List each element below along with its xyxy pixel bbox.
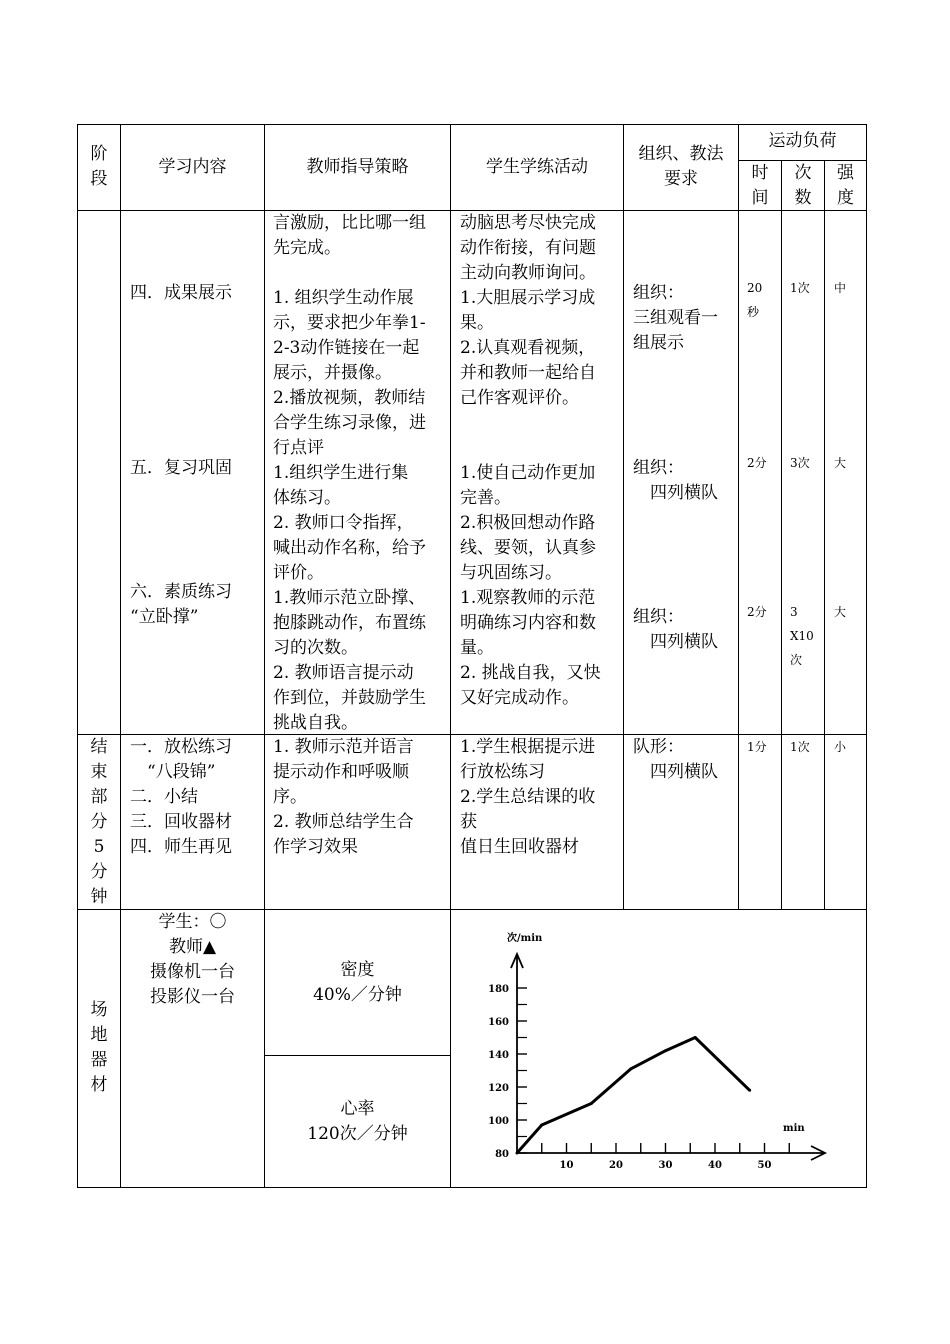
count-review: 3次 (790, 456, 810, 470)
data-point (540, 1123, 543, 1126)
x-axis-label: min (783, 1123, 805, 1134)
time-fitness: 2分 (747, 605, 767, 619)
content-results: 四．成果展示 (130, 283, 232, 303)
count-results: 1次 (790, 281, 810, 295)
x-tick-label: 50 (757, 1160, 772, 1171)
heart-rate-line (517, 1038, 750, 1154)
header-student: 学生学练活动 (486, 157, 588, 177)
header-content: 学习内容 (158, 157, 227, 177)
content-review: 五．复习巩固 (130, 458, 232, 478)
student-activity-main: 动脑思考尽快完成 动作衔接，有问题 主动向教师询问。 1.大胆展示学习成 果。 2.认真观看视频， 并和教师一起给自 己作客观评价。 1.使自己动作更加 完善。 2.积极回想动作路 线、要领，认真参 与巩固练习。 1.观察教师的示范 明确练习内容和数 量。 2. 挑战自我，又快 又好完成动作。 (460, 213, 601, 708)
org-fitness: 组织： 四列横队 (633, 607, 718, 652)
data-point (590, 1102, 593, 1105)
intensity-results: 中 (834, 281, 847, 295)
data-point (694, 1036, 697, 1039)
density-value: 密度 40%／分钟 (313, 960, 402, 1005)
content-fitness: 六．素质练习 “立卧撑” (130, 582, 232, 627)
header-intensity: 强 度 (837, 163, 854, 208)
x-tick-label: 30 (658, 1160, 673, 1171)
y-tick-label: 160 (488, 1017, 509, 1028)
y-tick-label: 100 (488, 1116, 509, 1127)
header-count: 次 数 (794, 163, 812, 208)
venue-equipment: 学生：〇 教师▲ 摄像机一台 投影仪一台 (150, 912, 235, 1007)
intensity-fitness: 大 (834, 605, 847, 619)
time-review: 2分 (747, 456, 767, 470)
y-axis-label: 次/min (507, 933, 543, 944)
heart-rate-value: 心率 120次／分钟 (307, 1099, 408, 1144)
y-tick-label: 80 (495, 1149, 509, 1160)
header-teacher: 教师指导策略 (306, 157, 409, 177)
data-point (629, 1067, 632, 1070)
stage-venue: 场 地 器 材 (90, 1000, 108, 1095)
intensity-review: 大 (834, 456, 847, 470)
x-tick-label: 10 (559, 1160, 574, 1171)
heart-rate-chart (451, 910, 866, 1187)
data-point (516, 1152, 519, 1155)
student-activity-ending: 1.学生根据提示进 行放松练习 2.学生总结课的收 获 值日生回收器材 (460, 737, 596, 857)
header-org: 组织、教法 要求 (638, 144, 724, 189)
x-tick-label: 40 (708, 1160, 722, 1171)
header-time: 时 间 (751, 163, 769, 208)
y-tick-label: 140 (488, 1050, 509, 1061)
header-load: 运动负荷 (768, 131, 837, 151)
data-point (664, 1049, 667, 1052)
header-stage: 阶 段 (90, 144, 108, 189)
teacher-strategy-main: 言激励，比比哪一组 先完成。 1. 组织学生动作展 示，要求把少年拳1- 2-3动作链接在一起 展示，并摄像。 2.播放视频，教师结 合学生练习录像，进 行点评 1.组织学生进行集 体练习。 2. 教师口令指挥， 喊出动作名称，给予 评价。 1.教师示范立卧撑、 抱膝跳动作，布置练 习的次数。 2. 教师语言提示动 作到位，并鼓励学生 挑战自我。 (273, 213, 426, 733)
teacher-strategy-ending: 1. 教师示范并语言 提示动作和呼吸顺 序。 2. 教师总结学生合 作学习效果 (273, 737, 414, 857)
intensity-ending: 小 (834, 740, 847, 754)
y-tick-label: 120 (488, 1083, 509, 1094)
org-review: 组织： 四列横队 (633, 458, 718, 503)
time-results: 20 秒 (747, 281, 763, 319)
x-tick-label: 20 (609, 1160, 623, 1171)
data-point (748, 1089, 751, 1092)
count-fitness: 3 X10 次 (790, 605, 814, 667)
y-tick-label: 180 (488, 984, 509, 995)
content-ending: 一．放松练习 “八段锦” 二．小结 三．回收器材 四．师生再见 (130, 737, 232, 857)
stage-ending: 结 束 部 分 5 分 钟 (90, 737, 108, 907)
count-ending: 1次 (790, 740, 810, 754)
org-results: 组织： 三组观看一 组展示 (633, 283, 718, 353)
time-ending: 1分 (747, 740, 767, 754)
org-ending: 队形： 四列横队 (633, 737, 718, 782)
